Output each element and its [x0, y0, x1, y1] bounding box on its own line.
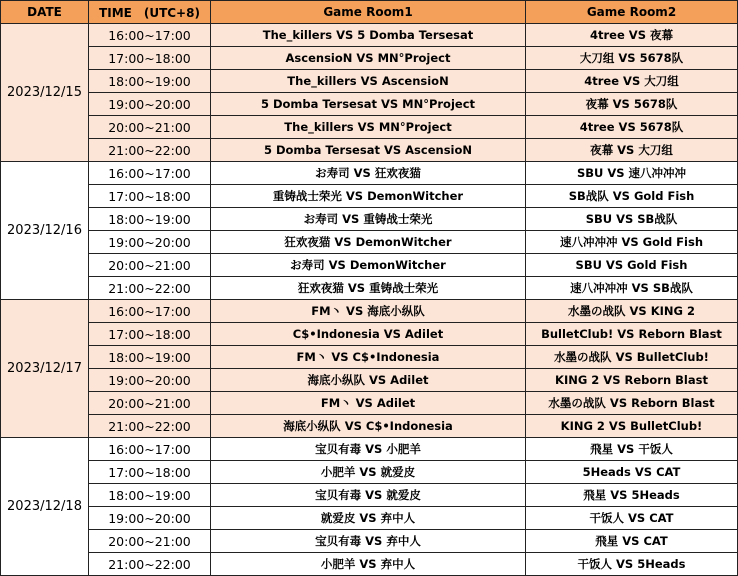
time-cell: 16:00~17:00 — [89, 162, 211, 185]
table-row — [1, 277, 738, 300]
date-cell: 2023/12/16 — [1, 162, 89, 300]
room2-match-cell: SB战队 VS Gold Fish — [526, 185, 738, 208]
header-room2: Game Room2 — [526, 1, 738, 24]
room1-match-cell: FM丶 VS Adilet — [211, 392, 526, 415]
room2-match-cell: 4tree VS 5678队 — [526, 116, 738, 139]
time-cell: 17:00~18:00 — [89, 461, 211, 484]
room2-match-cell: SBU VS 速八冲冲冲 — [526, 162, 738, 185]
time-cell: 20:00~21:00 — [89, 116, 211, 139]
room1-match-cell: お寿司 VS 重铸战士荣光 — [211, 208, 526, 231]
room2-match-cell: 水墨の战队 VS KING 2 — [526, 300, 738, 323]
time-cell: 21:00~22:00 — [89, 277, 211, 300]
room1-match-cell: 就爱皮 VS 弃中人 — [211, 507, 526, 530]
date-cell: 2023/12/17 — [1, 300, 89, 438]
room2-match-cell: 飛星 VS 5Heads — [526, 484, 738, 507]
time-cell: 17:00~18:00 — [89, 47, 211, 70]
room2-match-cell: 夜幕 VS 5678队 — [526, 93, 738, 116]
room2-match-cell: KING 2 VS BulletClub! — [526, 415, 738, 438]
time-cell: 17:00~18:00 — [89, 323, 211, 346]
table-row — [1, 530, 738, 553]
time-cell: 19:00~20:00 — [89, 93, 211, 116]
room1-match-cell: FM丶 VS 海底小纵队 — [211, 300, 526, 323]
time-cell: 21:00~22:00 — [89, 553, 211, 576]
room2-match-cell: 5Heads VS CAT — [526, 461, 738, 484]
table-row — [1, 484, 738, 507]
room2-match-cell: 水墨の战队 VS BulletClub! — [526, 346, 738, 369]
time-cell: 20:00~21:00 — [89, 530, 211, 553]
room1-match-cell: 狂欢夜猫 VS DemonWitcher — [211, 231, 526, 254]
room1-match-cell: 海底小纵队 VS Adilet — [211, 369, 526, 392]
room2-match-cell: 干饭人 VS CAT — [526, 507, 738, 530]
header-row — [1, 1, 738, 24]
time-cell: 16:00~17:00 — [89, 438, 211, 461]
header-room1: Game Room1 — [211, 1, 526, 24]
time-cell: 20:00~21:00 — [89, 254, 211, 277]
room2-match-cell: BulletClub! VS Reborn Blast — [526, 323, 738, 346]
table-row — [1, 185, 738, 208]
room2-match-cell: 大刀组 VS 5678队 — [526, 47, 738, 70]
table-row — [1, 438, 738, 461]
room1-match-cell: The_killers VS 5 Domba Tersesat — [211, 24, 526, 47]
room2-match-cell: 速八冲冲冲 VS Gold Fish — [526, 231, 738, 254]
time-cell: 21:00~22:00 — [89, 139, 211, 162]
time-cell: 21:00~22:00 — [89, 415, 211, 438]
room1-match-cell: 小肥羊 VS 就爱皮 — [211, 461, 526, 484]
schedule-body — [1, 24, 738, 576]
table-row — [1, 24, 738, 47]
room2-match-cell: 4tree VS 夜幕 — [526, 24, 738, 47]
table-row — [1, 47, 738, 70]
header-time: TIME (UTC+8) — [89, 1, 211, 24]
table-row — [1, 139, 738, 162]
room1-match-cell: 海底小纵队 VS C$•Indonesia — [211, 415, 526, 438]
table-row — [1, 300, 738, 323]
room1-match-cell: 狂欢夜猫 VS 重铸战士荣光 — [211, 277, 526, 300]
time-cell: 19:00~20:00 — [89, 507, 211, 530]
table-row — [1, 162, 738, 185]
room2-match-cell: SBU VS SB战队 — [526, 208, 738, 231]
room1-match-cell: 重铸战士荣光 VS DemonWitcher — [211, 185, 526, 208]
table-row — [1, 93, 738, 116]
room2-match-cell: 速八冲冲冲 VS SB战队 — [526, 277, 738, 300]
room1-match-cell: 宝贝有毒 VS 小肥羊 — [211, 438, 526, 461]
room1-match-cell: 5 Domba Tersesat VS MN°Project — [211, 93, 526, 116]
room1-match-cell: 宝贝有毒 VS 弃中人 — [211, 530, 526, 553]
room1-match-cell: お寿司 VS 狂欢夜猫 — [211, 162, 526, 185]
room2-match-cell: 飛星 VS 干饭人 — [526, 438, 738, 461]
room2-match-cell: KING 2 VS Reborn Blast — [526, 369, 738, 392]
room2-match-cell: 水墨の战队 VS Reborn Blast — [526, 392, 738, 415]
time-cell: 18:00~19:00 — [89, 208, 211, 231]
room1-match-cell: FM丶 VS C$•Indonesia — [211, 346, 526, 369]
room1-match-cell: The_killers VS AscensioN — [211, 70, 526, 93]
room1-match-cell: The_killers VS MN°Project — [211, 116, 526, 139]
table-row — [1, 231, 738, 254]
header-date: DATE — [1, 1, 89, 24]
date-cell: 2023/12/18 — [1, 438, 89, 576]
room1-match-cell: お寿司 VS DemonWitcher — [211, 254, 526, 277]
table-row — [1, 369, 738, 392]
time-cell: 16:00~17:00 — [89, 300, 211, 323]
room2-match-cell: 夜幕 VS 大刀组 — [526, 139, 738, 162]
room1-match-cell: 5 Domba Tersesat VS AscensioN — [211, 139, 526, 162]
time-cell: 19:00~20:00 — [89, 231, 211, 254]
time-cell: 18:00~19:00 — [89, 70, 211, 93]
table-row — [1, 254, 738, 277]
table-row — [1, 392, 738, 415]
room2-match-cell: SBU VS Gold Fish — [526, 254, 738, 277]
time-cell: 18:00~19:00 — [89, 484, 211, 507]
time-cell: 17:00~18:00 — [89, 185, 211, 208]
time-cell: 16:00~17:00 — [89, 24, 211, 47]
room1-match-cell: C$•Indonesia VS Adilet — [211, 323, 526, 346]
time-cell: 18:00~19:00 — [89, 346, 211, 369]
table-row — [1, 461, 738, 484]
room1-match-cell: 宝贝有毒 VS 就爱皮 — [211, 484, 526, 507]
table-row — [1, 415, 738, 438]
room2-match-cell: 干饭人 VS 5Heads — [526, 553, 738, 576]
time-cell: 20:00~21:00 — [89, 392, 211, 415]
table-row — [1, 208, 738, 231]
room2-match-cell: 飛星 VS CAT — [526, 530, 738, 553]
time-cell: 19:00~20:00 — [89, 369, 211, 392]
date-cell: 2023/12/15 — [1, 24, 89, 162]
room1-match-cell: AscensioN VS MN°Project — [211, 47, 526, 70]
table-row — [1, 116, 738, 139]
table-row — [1, 346, 738, 369]
table-row — [1, 553, 738, 576]
table-row — [1, 507, 738, 530]
room2-match-cell: 4tree VS 大刀组 — [526, 70, 738, 93]
table-row — [1, 323, 738, 346]
table-row — [1, 70, 738, 93]
room1-match-cell: 小肥羊 VS 弃中人 — [211, 553, 526, 576]
